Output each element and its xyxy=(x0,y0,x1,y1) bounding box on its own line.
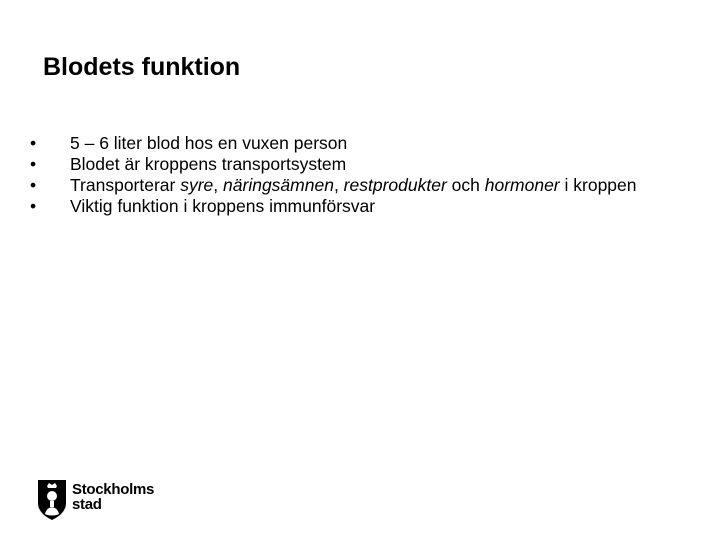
stockholms-stad-logo xyxy=(37,479,167,521)
bullet-text-italic: restprodukter xyxy=(343,175,447,195)
bullet-text: , xyxy=(333,175,344,195)
bullet-dot: • xyxy=(30,175,37,195)
bullet-text: , xyxy=(213,175,224,195)
bullet-dot: • xyxy=(30,196,37,216)
bullet-dot: • xyxy=(30,133,37,153)
bullet-text: Viktig funktion i kroppens immunförsvar xyxy=(70,196,376,216)
bullet-text: 5 – 6 liter blod hos en vuxen person xyxy=(70,133,348,153)
bullet-list xyxy=(30,133,660,217)
stockholm-crest-icon xyxy=(37,479,67,521)
bullet-text-italic: syre xyxy=(180,175,214,195)
bullet-item xyxy=(30,133,660,154)
bullet-text: Blodet är kroppens transportsystem xyxy=(70,154,347,174)
logo-line-1: Stockholms xyxy=(72,481,155,498)
bullet-text: och xyxy=(446,175,485,195)
bullet-text-italic: hormoner xyxy=(484,175,560,195)
bullet-dot: • xyxy=(30,154,37,174)
bullet-item xyxy=(30,196,660,217)
bullet-text: i kroppen xyxy=(559,175,637,195)
bullet-text-italic: näringsämnen xyxy=(223,175,334,195)
slide-title: Blodets funktion xyxy=(43,53,241,81)
logo-text xyxy=(72,482,154,512)
bullet-item xyxy=(30,175,660,196)
logo-line-2: stad xyxy=(72,496,102,513)
bullet-item xyxy=(30,154,660,175)
bullet-text: Transporterar xyxy=(70,175,181,195)
